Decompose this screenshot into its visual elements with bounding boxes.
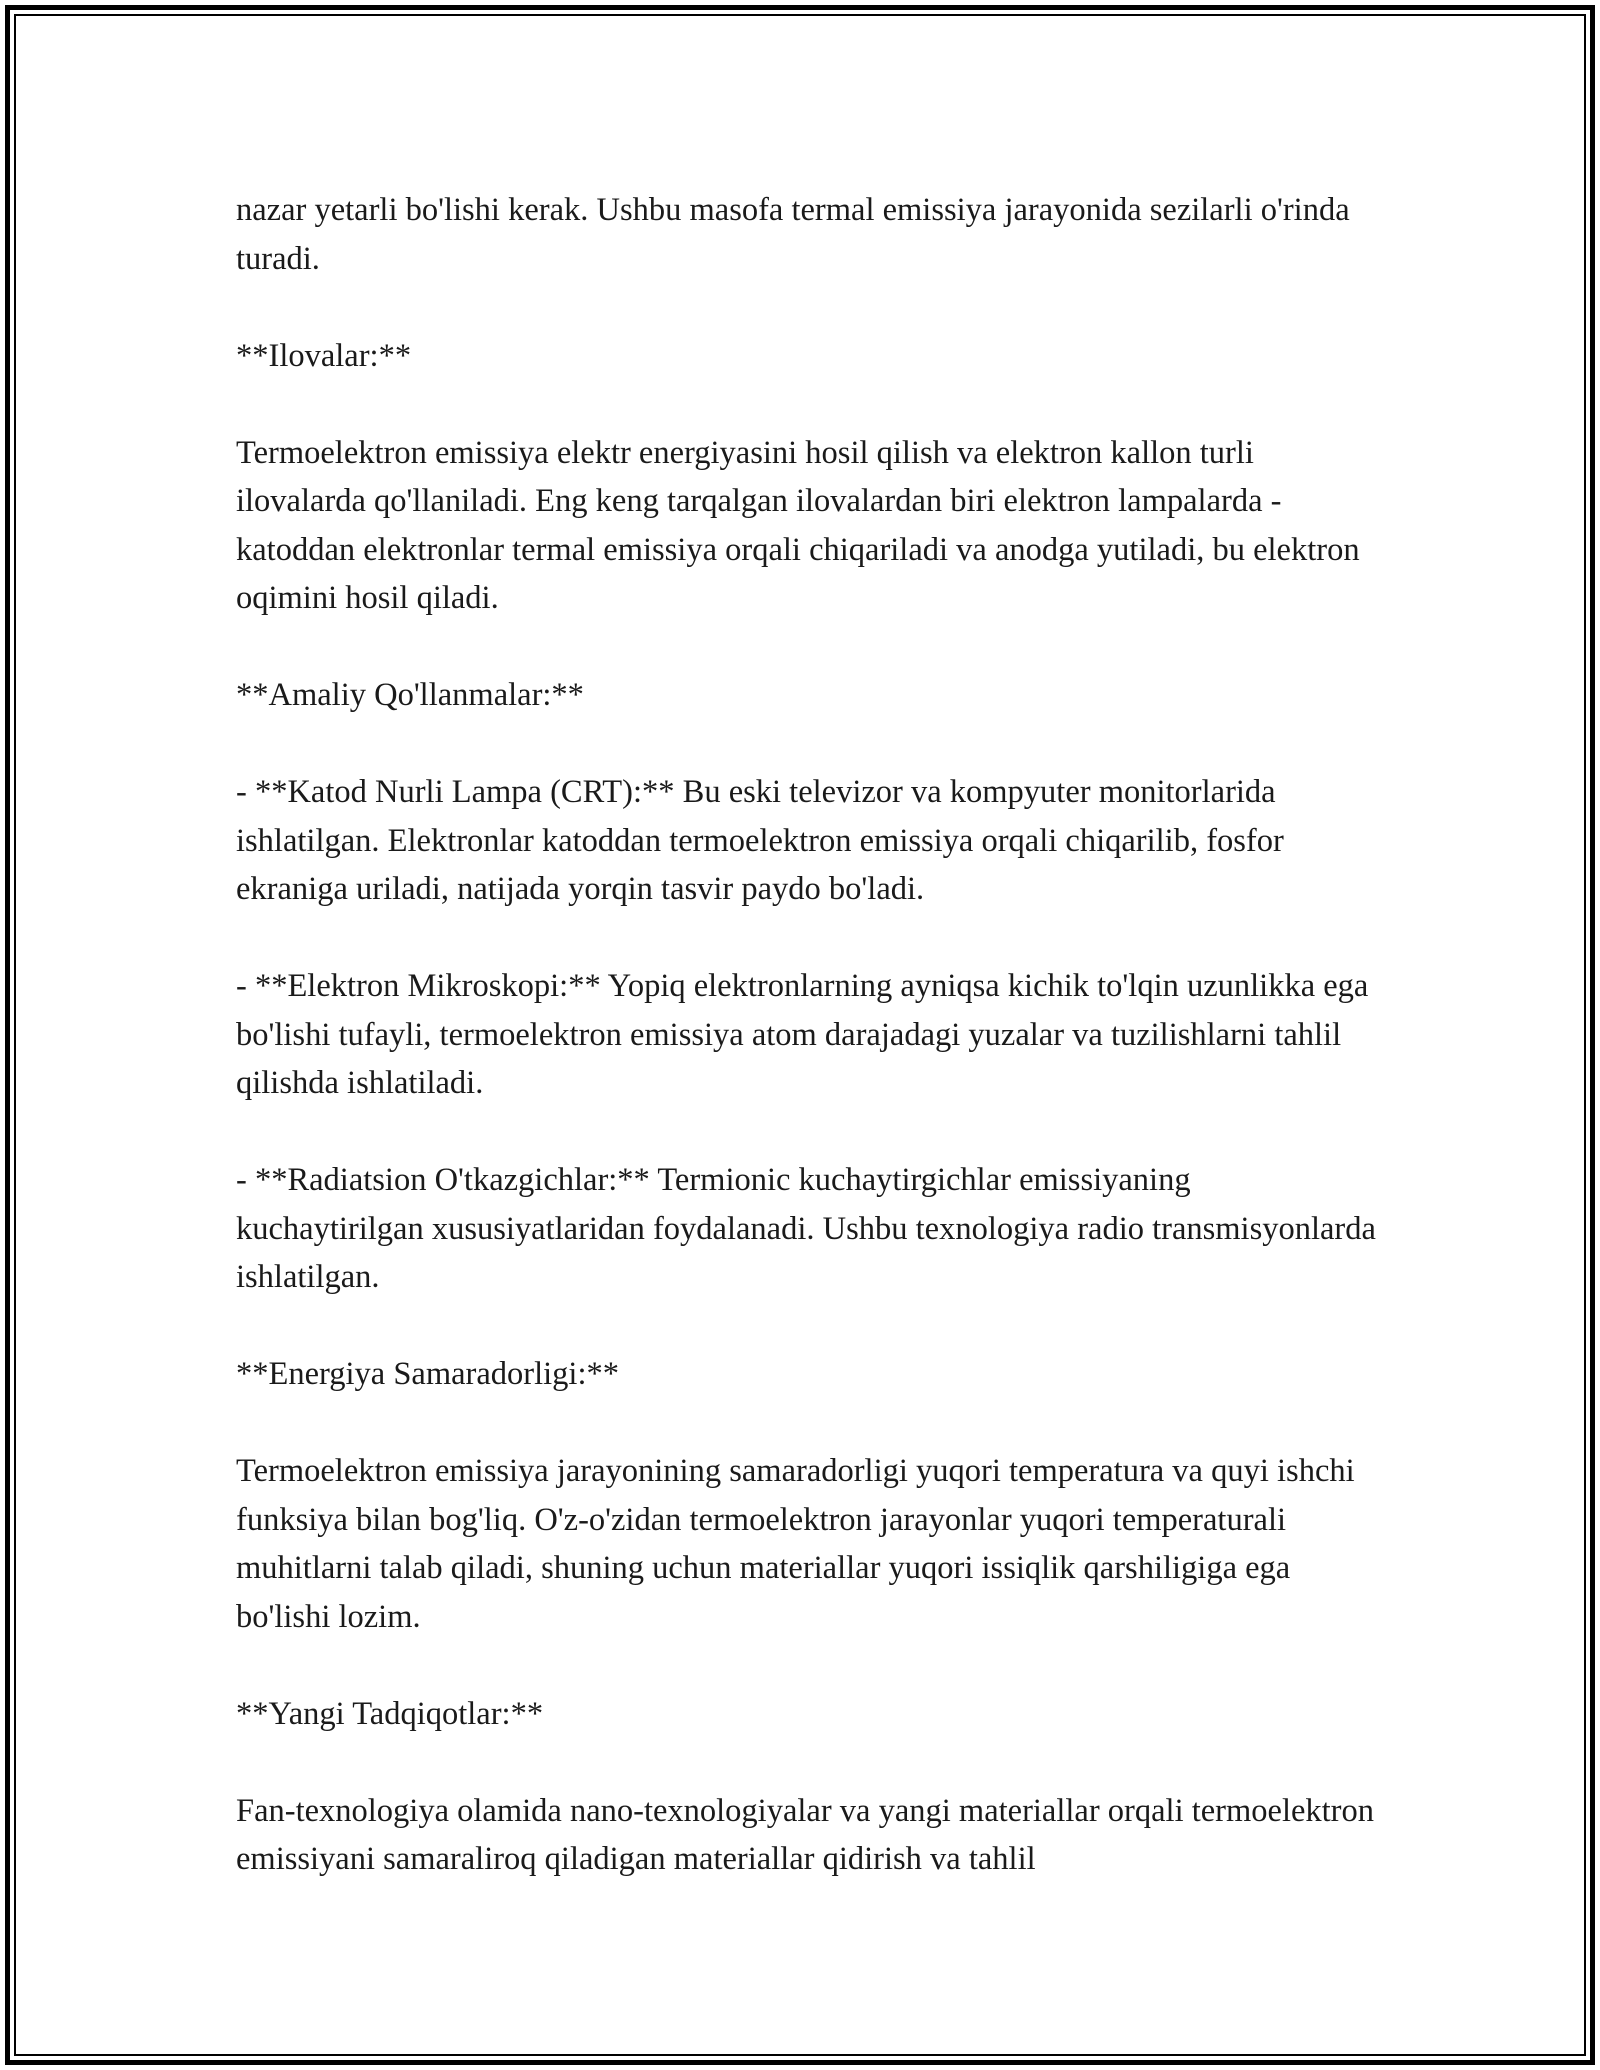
document-body <box>236 186 1386 1884</box>
paragraph-continuation: nazar yetarli bo'lishi kerak. Ushbu masofa termal emissiya jarayonida sezilarli o'rinda turadi. <box>236 192 1350 277</box>
heading-ilovalar: **Ilovalar:** <box>236 337 412 374</box>
paragraph-energiya-samaradorligi: Termoelektron emissiya jarayonining samaradorligi yuqori temperatura va quyi ishchi funksiya bilan bog'liq. O'z-o'zidan termoelektron jarayonlar yuqori temperaturali muhitlarni talab qiladi, shuning uchun materiallar yuqori issiqlik qarshiligiga ega bo'lishi lozim. <box>236 1453 1355 1635</box>
heading-amaliy-qollanmalar: **Amaliy Qo'llanmalar:** <box>236 677 584 713</box>
paragraph-ilovalar: Termoelektron emissiya elektr energiyasini hosil qilish va elektron kallon turli ilovalarda qo'llaniladi. Eng keng tarqalgan ilovalardan biri elektron lampalarda - katoddan elektronlar termal emissiya orqali chiqariladi va anodga yutiladi, bu elektron oqimini hosil qiladi. <box>236 434 1360 616</box>
heading-yangi-tadqiqotlar: **Yangi Tadqiqotlar:** <box>236 1695 544 1732</box>
paragraph-yangi-tadqiqotlar: Fan-texnologiya olamida nano-texnologiyalar va yangi materiallar orqali termoelektron emissiyani samaraliroq qiladigan materiallar qidirish va tahlil <box>236 1792 1375 1877</box>
list-item-radiatsion-otkazgichlar: - **Radiatsion O'tkazgichlar:** Termionic kuchaytirgichlar emissiyaning kuchaytirilgan xususiyatlaridan foydalanadi. Ushbu texnologiya radio transmisyonlarda ishlatilgan. <box>236 1162 1376 1295</box>
heading-energiya-samaradorligi: **Energiya Samaradorligi:** <box>236 1356 619 1392</box>
list-item-elektron-mikroskopi: - **Elektron Mikroskopi:** Yopiq elektronlarning ayniqsa kichik to'lqin uzunlikka ega bo'lishi tufayli, termoelektron emissiya atom darajadagi yuzalar va tuzilishlarni tahlil qilishda ishlatiladi. <box>236 968 1369 1101</box>
list-item-crt: - **Katod Nurli Lampa (CRT):** Bu eski televizor va kompyuter monitorlarida ishlatilgan. Elektronlar katoddan termoelektron emissiya orqali chiqarilib, fosfor ekraniga uriladi, natijada yorqin tasvir paydo bo'ladi. <box>236 774 1284 907</box>
